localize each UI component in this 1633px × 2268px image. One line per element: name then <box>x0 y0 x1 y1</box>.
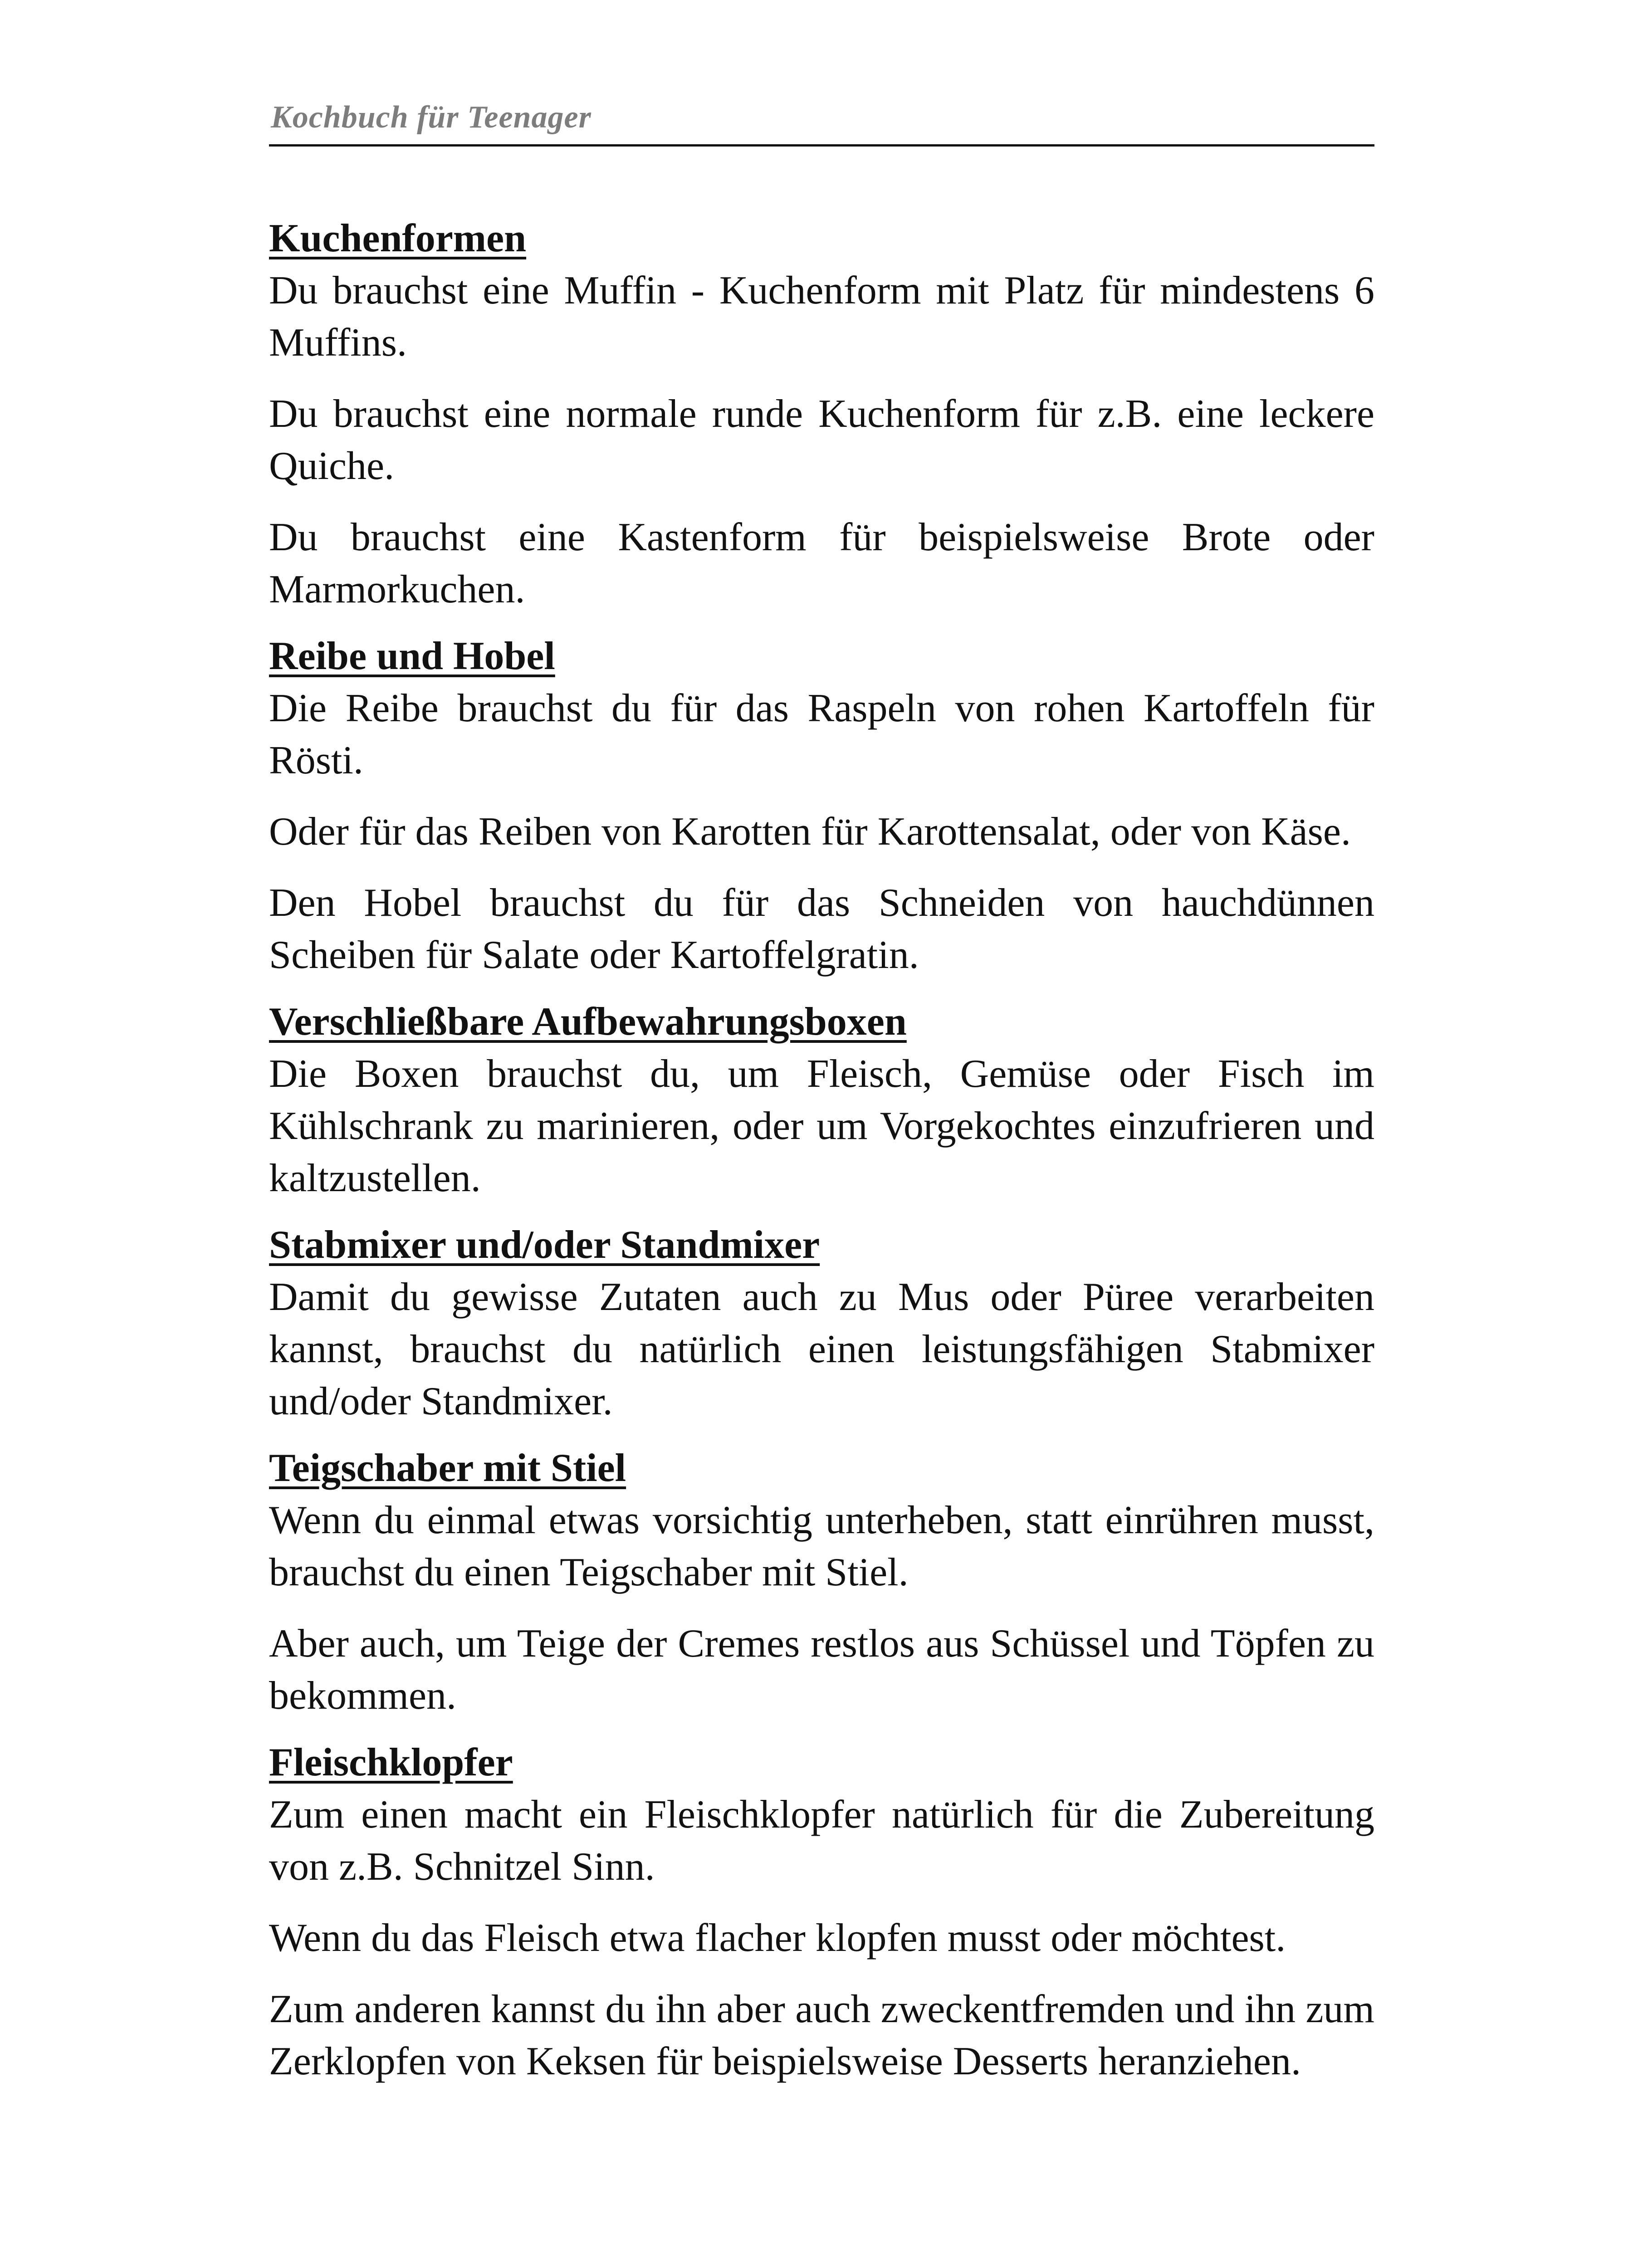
paragraph: Wenn du einmal etwas vorsichtig unterheben, statt einrühren musst, brauchst du einen Teigschaber mit Stiel. <box>269 1498 1374 1594</box>
paragraph: Damit du gewisse Zutaten auch zu Mus oder Püree verarbeiten kannst, brauchst du natürlich einen leistungsfähigen Stabmixer und/oder Standmixer. <box>269 1275 1374 1423</box>
paragraph: Die Reibe brauchst du für das Raspeln von rohen Kartoffeln für Rösti. <box>269 686 1374 782</box>
paragraph: Du brauchst eine Muffin - Kuchenform mit Platz für mindestens 6 Muffins. <box>269 269 1374 365</box>
section-reibe-und-hobel <box>269 630 1374 981</box>
section-fleischklopfer <box>269 1736 1374 2087</box>
section-heading: Verschließbare Aufbewahrungsboxen <box>269 1000 907 1044</box>
paragraph: Den Hobel brauchst du für das Schneiden von hauchdünnen Scheiben für Salate oder Kartoffelgratin. <box>269 881 1374 977</box>
paragraph: Aber auch, um Teige der Cremes restlos aus Schüssel und Töpfen zu bekommen. <box>269 1622 1374 1718</box>
section-heading: Stabmixer und/oder Standmixer <box>269 1223 820 1267</box>
paragraph: Die Boxen brauchst du, um Fleisch, Gemüse oder Fisch im Kühlschrank zu marinieren, oder um Vorgekochtes einzufrieren und kaltzustellen. <box>269 1052 1374 1200</box>
section-heading: Fleischklopfer <box>269 1740 513 1784</box>
section-stabmixer <box>269 1219 1374 1427</box>
section-teigschaber <box>269 1442 1374 1722</box>
section-kuchenformen <box>269 212 1374 616</box>
running-header <box>269 93 1374 147</box>
paragraph: Zum einen macht ein Fleischklopfer natürlich für die Zubereitung von z.B. Schnitzel Sinn. <box>269 1793 1374 1889</box>
paragraph: Wenn du das Fleisch etwa flacher klopfen musst oder möchtest. <box>269 1916 1286 1960</box>
paragraph: Du brauchst eine normale runde Kuchenform für z.B. eine leckere Quiche. <box>269 392 1374 488</box>
page-content <box>269 212 1374 2102</box>
section-heading: Kuchenformen <box>269 216 527 260</box>
section-heading: Reibe und Hobel <box>269 634 555 678</box>
section-aufbewahrungsboxen <box>269 996 1374 1204</box>
section-heading: Teigschaber mit Stiel <box>269 1446 626 1490</box>
paragraph: Du brauchst eine Kastenform für beispielsweise Brote oder Marmorkuchen. <box>269 515 1374 611</box>
book-title: Kochbuch für Teenager <box>271 100 592 135</box>
paragraph: Oder für das Reiben von Karotten für Karottensalat, oder von Käse. <box>269 810 1351 854</box>
paragraph: Zum anderen kannst du ihn aber auch zweckentfremden und ihn zum Zerklopfen von Keksen für beispielsweise Desserts heranziehen. <box>269 1987 1374 2083</box>
